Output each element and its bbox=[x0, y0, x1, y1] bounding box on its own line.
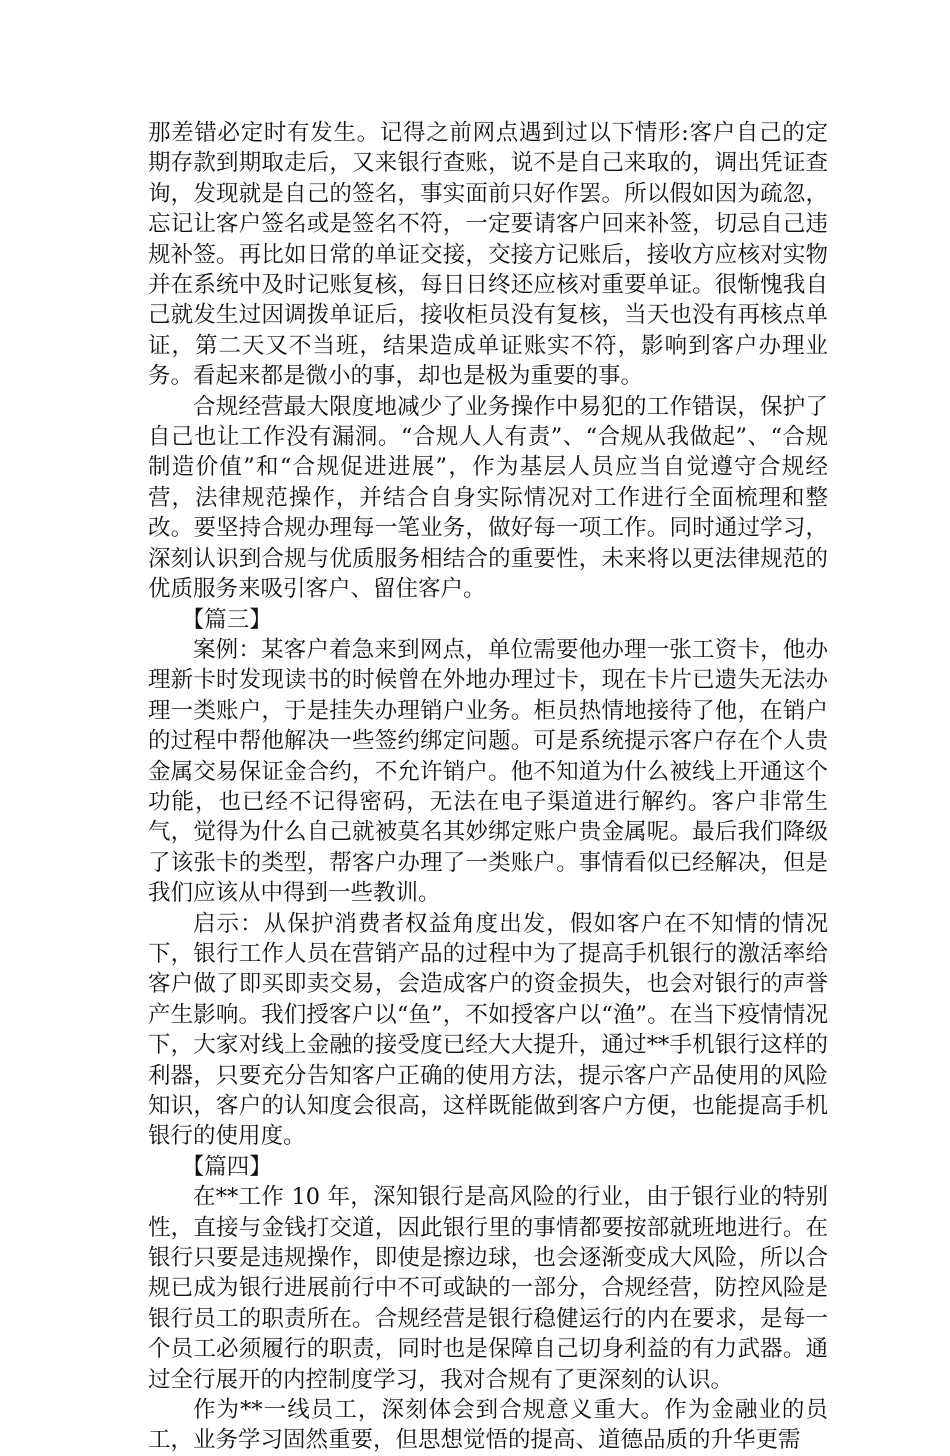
paragraph-continuation: 那差错必定时有发生。记得之前网点遇到过以下情形:客户自己的定期存款到期取走后，又来银行查账，说不是自己来取的，调出凭证查询，发现就是自己的签名，事实面前只好作罢。所以假如因为疏忽，忘记让客户签名或是签名不符，一定要请客户回来补签，切忌自己违规补签。再比如日常的单证交接，交接方记账后，接收方应核对实物并在系统中及时记账复核，每日日终还应核对重要单证。很惭愧我自己就发生过因调拨单证后，接收柜员没有复核，当天也没有再核点单证，第二天又不当班，结果造成单证账实不符，影响到客户办理业务。看起来都是微小的事，却也是极为重要的事。 bbox=[148, 120, 828, 390]
document-page bbox=[148, 118, 828, 1456]
section-heading-3: 【篇三】 bbox=[181, 606, 272, 633]
paragraph-frontline-staff: 作为**一线员工，深刻体会到合规意义重大。作为金融业的员工，业务学习固然重要，但思想觉悟的提高、道德品质的升华更需 bbox=[148, 1397, 828, 1454]
paragraph-case: 案例：某客户着急来到网点，单位需要他办理一张工资卡，他办理新卡时发现读书的时候曾在外地办理过卡，现在卡片已遗失无法办理一类账户，于是挂失办理销户业务。柜员热情地接待了他，在销户的过程中帮他解决一些签约绑定问题。可是系统提示客户存在个人贵金属交易保证金合约，不允许销户。他不知道为什么被线上开通这个功能，也已经不记得密码，无法在电子渠道进行解约。客户非常生气，觉得为什么自己就被莫名其妙绑定账户贵金属呢。最后我们降级了该张卡的类型，帮客户办理了一类账户。事情看似已经解决，但是我们应该从中得到一些教训。 bbox=[148, 636, 828, 907]
paragraph-insight: 启示：从保护消费者权益角度出发，假如客户在不知情的情况下，银行工作人员在营销产品的过程中为了提高手机银行的激活率给客户做了即买即卖交易，会造成客户的资金损失，也会对银行的声誉产生影响。我们授客户以“鱼”，不如授客户以“渔”。在当下疫情情况下，大家对线上金融的接受度已经大大提升，通过**手机银行这样的利器，只要充分告知客户正确的使用方法，提示客户产品使用的风险知识，客户的认知度会很高，这样既能做到客户方便，也能提高手机银行的使用度。 bbox=[148, 910, 828, 1150]
paragraph-compliance-summary: 合规经营最大限度地减少了业务操作中易犯的工作错误，保护了自己也让工作没有漏洞。“合规人人有责”、“合规从我做起”、“合规制造价值”和“合规促进进展”，作为基层人员应当自觉遵守合规经营，法律规范操作，并结合自身实际情况对工作进行全面梳理和整改。要坚持合规办理每一笔业务，做好每一项工作。同时通过学习，深刻认识到合规与优质服务相结合的重要性，未来将以更法律规范的优质服务来吸引客户、留住客户。 bbox=[148, 393, 828, 603]
section-heading-4: 【篇四】 bbox=[181, 1153, 272, 1180]
paragraph-work-experience: 在**工作 10 年，深知银行是高风险的行业，由于银行业的特别性，直接与金钱打交道，因此银行里的事情都要按部就班地进行。在银行只要是违规操作，即使是擦边球，也会逐渐变成大风险，所以合规已成为银行进展前行中不可或缺的一部分，合规经营，防控风险是银行员工的职责所在。合规经营是银行稳健运行的内在要求，是每一个员工必须履行的职责，同时也是保障自己切身利益的有力武器。通过全行展开的内控制度学习，我对合规有了更深刻的认识。 bbox=[148, 1184, 828, 1393]
